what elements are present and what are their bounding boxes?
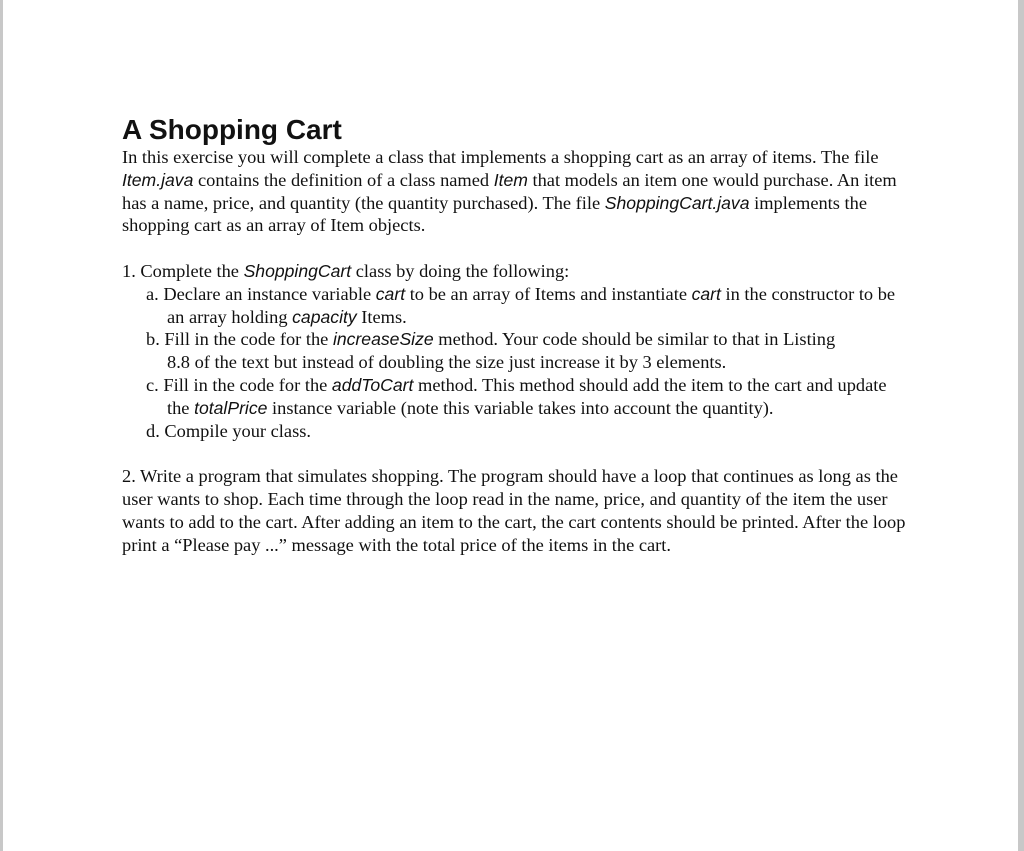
step-2-paragraph: 2. Write a program that simulates shopping. The program should have a loop that continues as long as the user wants to shop. Each time through the loop read in the name, price, and quantity of the item the user wants to add to the cart. After adding an item to the cart, the cart contents should be printed. After the loop print a “Please pay ...” message with the total price of the items in the cart. (122, 466, 906, 555)
page-title: A Shopping Cart (122, 114, 342, 145)
step-1-item-b-continued: 8.8 of the text but instead of doubling the size just increase it by 3 elements. (167, 352, 727, 373)
var-capacity: capacity (292, 306, 357, 327)
item-a-text-3: in the constructor to be an array holding (167, 283, 896, 327)
var-cart: cart (375, 283, 406, 304)
paragraph-gap (122, 237, 912, 260)
step-1-item-b (122, 328, 912, 351)
item-c-text-1: c. Fill in the code for the (146, 374, 332, 395)
item-c-text-3: instance variable (note this variable takes into account the quantity). (267, 397, 774, 418)
intro-text-2: contains the definition of a class named (193, 169, 494, 190)
step-1-item-a (122, 283, 912, 329)
item-a-text-4: Items. (356, 306, 407, 327)
class-name-item: Item (493, 169, 528, 190)
intro-text-1: In this exercise you will complete a class that implements a shopping cart as an array of items. The file (122, 147, 879, 167)
file-name-shoppingcart-java: ShoppingCart.java (604, 192, 750, 213)
step-1-text-1: 1. Complete the (122, 260, 244, 281)
item-c-text-2: method. This method should add the item to the cart and update the (167, 374, 887, 418)
intro-paragraph (122, 146, 912, 237)
paragraph-gap-2 (122, 442, 912, 465)
step-1-item-c (122, 374, 912, 420)
intro-text-3: that models an item one would purchase. An item has a name, price, and quantity (the quantity purchased). The file (122, 169, 897, 213)
item-b-text-1: b. Fill in the code for the (146, 329, 333, 350)
file-name-item-java: Item.java (122, 169, 194, 190)
var-totalprice: totalPrice (194, 397, 268, 418)
item-a-text-1: a. Declare an instance variable (146, 283, 376, 304)
intro-text-4: implements the shopping cart as an array of Item objects. (122, 192, 868, 236)
step-1-text-2: class by doing the following: (351, 260, 570, 281)
item-a-text-2: to be an array of Items and instantiate (405, 283, 692, 304)
step-1-heading (122, 260, 912, 283)
var-cart-2: cart (691, 283, 721, 304)
class-name-shoppingcart: ShoppingCart (243, 260, 352, 281)
document-content (122, 114, 912, 556)
method-addtocart: addToCart (331, 374, 414, 395)
step-1-item-d: d. Compile your class. (146, 420, 311, 441)
method-increasesize: increaseSize (332, 329, 434, 350)
item-b-text-2: method. Your code should be similar to that in Listing (433, 329, 836, 350)
